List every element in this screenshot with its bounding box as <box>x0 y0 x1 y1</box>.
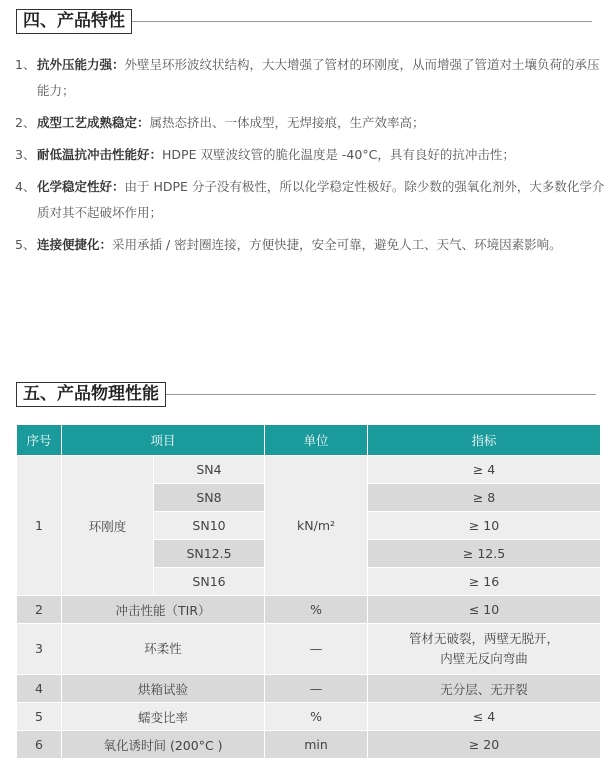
properties-table <box>16 424 601 759</box>
section-heading-features <box>16 9 592 34</box>
cell-value: ≥ 12.5 <box>368 540 601 568</box>
cell-unit: % <box>265 703 368 731</box>
cell-no: 4 <box>17 675 62 703</box>
cell-item: 烘箱试验 <box>62 675 265 703</box>
feature-item: 5、 连接便捷化：采用承插 / 密封圈连接，方便快捷，安全可靠，避免人工、天气、环境因素影响。 <box>15 237 562 252</box>
feature-title: 抗外压能力强： <box>37 57 125 72</box>
heading-rule <box>132 21 592 22</box>
feature-text: 采用承插 / 密封圈连接，方便快捷，安全可靠，避免人工、天气、环境因素影响。 <box>112 237 562 252</box>
cell-unit: kN/m² <box>265 456 368 596</box>
cell-unit: — <box>265 675 368 703</box>
cell-item: 蠕变比率 <box>62 703 265 731</box>
cell-value: ≥ 8 <box>368 484 601 512</box>
feature-text: 属热态挤出、一体成型，无焊接痕，生产效率高； <box>149 115 425 130</box>
cell-value: ≥ 10 <box>368 512 601 540</box>
cell-value: ≤ 10 <box>368 596 601 624</box>
cell-unit: min <box>265 731 368 759</box>
cell-no: 6 <box>17 731 62 759</box>
section-title: 四、产品特性 <box>16 9 132 34</box>
header-item: 项目 <box>62 425 265 456</box>
feature-title: 成型工艺成熟稳定： <box>37 115 150 130</box>
section-heading-properties <box>16 382 596 407</box>
header-index: 指标 <box>368 425 601 456</box>
cell-value: 无分层、无开裂 <box>368 675 601 703</box>
header-unit: 单位 <box>265 425 368 456</box>
feature-item: 3、 耐低温抗冲击性能好：HDPE 双壁波纹管的脆化温度是 -40°C，具有良好的抗冲击性； <box>15 147 515 162</box>
cell-value: ≥ 16 <box>368 568 601 596</box>
cell-item: 环刚度 <box>62 456 154 596</box>
feature-text: 由于 HDPE 分子没有极性，所以化学稳定性极好。除少数的强氧化剂外，大多数化学介质对其不起破坏作用； <box>37 179 605 220</box>
heading-rule <box>166 394 596 395</box>
section-title: 五、产品物理性能 <box>16 382 166 407</box>
cell-item: 环柔性 <box>62 624 265 675</box>
cell-value: 管材无破裂，两壁无脱开， 内壁无反向弯曲 <box>368 624 601 675</box>
cell-no: 5 <box>17 703 62 731</box>
cell-no: 2 <box>17 596 62 624</box>
cell-grade: SN12.5 <box>154 540 265 568</box>
cell-value: ≥ 20 <box>368 731 601 759</box>
table-row <box>17 731 601 759</box>
cell-grade: SN16 <box>154 568 265 596</box>
cell-item: 氧化诱时间 (200°C ) <box>62 731 265 759</box>
table-row <box>17 703 601 731</box>
feature-title: 化学稳定性好： <box>37 179 125 194</box>
feature-title: 耐低温抗冲击性能好： <box>37 147 163 162</box>
feature-item: 4、 化学稳定性好：由于 HDPE 分子没有极性，所以化学稳定性极好。除少数的强氧化剂外，大多数化学介质对其不起破坏作用； <box>15 179 605 220</box>
cell-grade: SN4 <box>154 456 265 484</box>
feature-title: 连接便捷化： <box>37 237 113 252</box>
cell-unit: % <box>265 596 368 624</box>
cell-item: 冲击性能（TIR） <box>62 596 265 624</box>
cell-no: 1 <box>17 456 62 596</box>
table-row <box>17 596 601 624</box>
cell-grade: SN10 <box>154 512 265 540</box>
feature-text: HDPE 双壁波纹管的脆化温度是 -40°C，具有良好的抗冲击性； <box>162 147 515 162</box>
feature-item: 2、 成型工艺成熟稳定：属热态挤出、一体成型，无焊接痕，生产效率高； <box>15 115 425 130</box>
cell-value: ≥ 4 <box>368 456 601 484</box>
cell-value: ≤ 4 <box>368 703 601 731</box>
table-header-row <box>17 425 601 456</box>
table-row <box>17 456 601 484</box>
cell-unit: — <box>265 624 368 675</box>
table-row <box>17 675 601 703</box>
feature-list <box>15 52 611 264</box>
feature-item: 1、 抗外压能力强：外壁呈环形波纹状结构，大大增强了管材的环刚度，从而增强了管道对土壤负荷的承压能力； <box>15 57 600 98</box>
header-no: 序号 <box>17 425 62 456</box>
cell-no: 3 <box>17 624 62 675</box>
table-row <box>17 624 601 675</box>
cell-grade: SN8 <box>154 484 265 512</box>
feature-text: 外壁呈环形波纹状结构，大大增强了管材的环刚度，从而增强了管道对土壤负荷的承压能力； <box>37 57 600 98</box>
